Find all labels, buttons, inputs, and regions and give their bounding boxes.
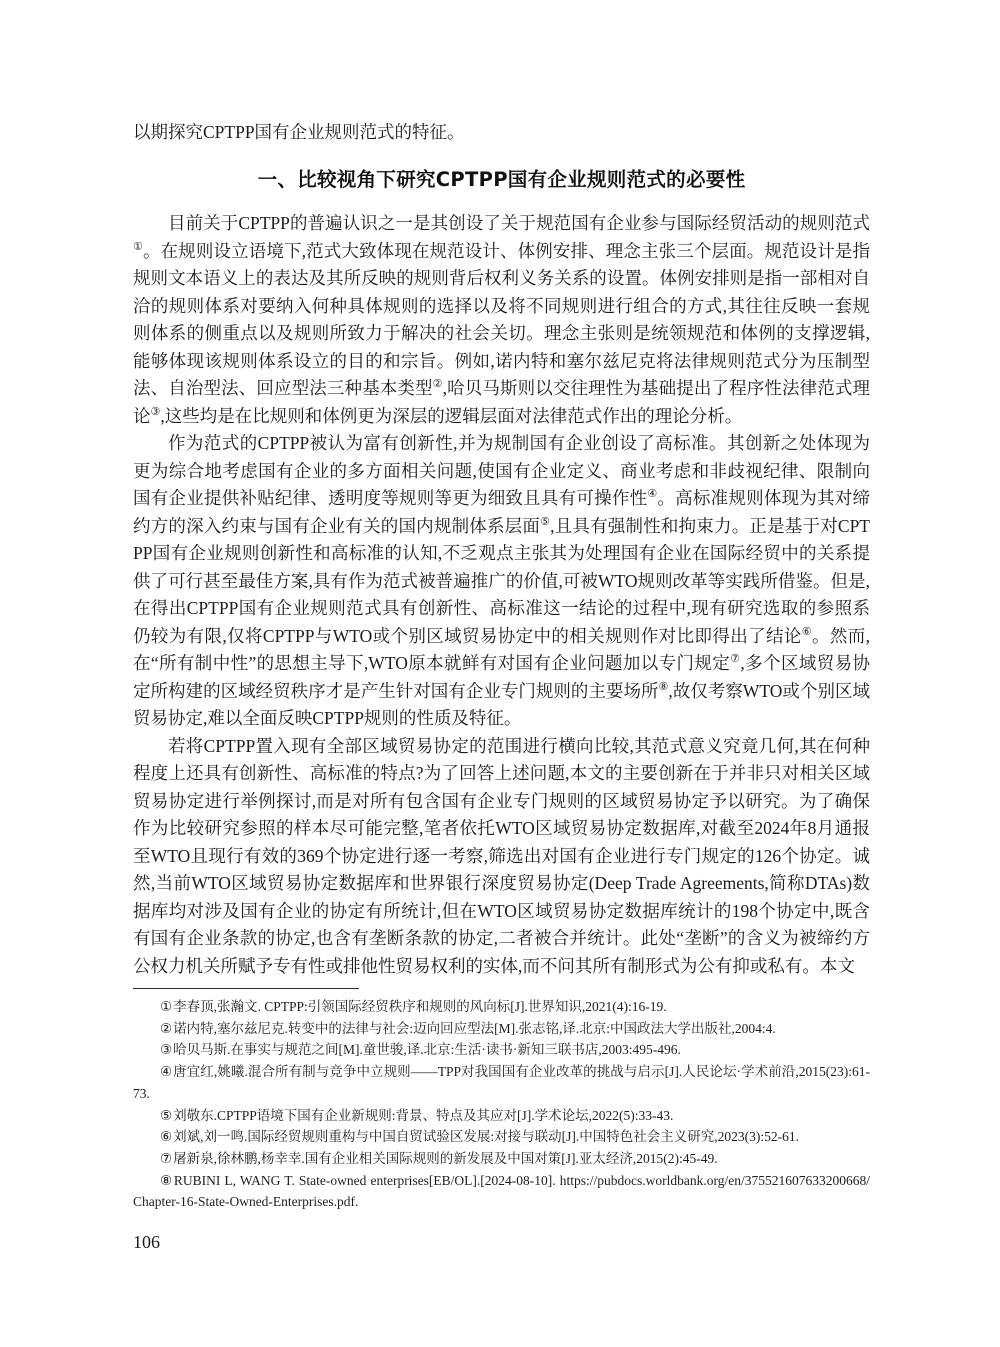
footnote-ref: ⑦ <box>730 653 741 666</box>
footnote-item <box>133 1061 870 1104</box>
text-run: 目前关于CPTPP的普遍认识之一是其创设了关于规范国有企业参与国际经贸活动的规则范式 <box>168 213 870 233</box>
footnote-item <box>133 1039 870 1061</box>
text-run: 。高标准规则体现为其对缔约方的深入约束与国有企业有关的国内规制体系层面 <box>133 488 871 536</box>
text-run: ,哈贝马斯则以交往理性为基础提出了程序性法律范式理论 <box>133 378 870 426</box>
text-run: ,且具有强制性和拘束力。正是基于对CPTPP国有企业规则创新性和高标准的认知,不乏观点主张其为处理国有企业在国际经贸中的关系提供了可行甚至最佳方案,具有作为范式被普遍推广的价值,可被WTO规则改革等实践所借鉴。但是,在得出CPTPP国有企业规则范式具有创新性、高标准这一结论的过程中,现有研究选取的参照系仍较为有限,仅将CPTPP与WTO或个别区域贸易协定中的相关规则作对比即得出了结论 <box>133 515 870 646</box>
footnote-marker: ④ <box>160 1064 173 1080</box>
footnote-item <box>133 996 870 1018</box>
page-number: 106 <box>133 1232 160 1252</box>
footnote-ref: ⑤ <box>540 515 551 528</box>
footnotes-section <box>133 996 870 1213</box>
body-paragraph <box>133 210 870 430</box>
footnote-text: RUBINI L, WANG T. State-owned enterprises[EB/OL].[2024-08-10]. https://pubdocs.worldbank.org/en/375521607633200668/Chapter-16-State-Owned-Enterprises.pdf. <box>133 1172 870 1210</box>
footnote-divider <box>133 988 359 989</box>
text-run: 若将CPTPP置入现有全部区域贸易协定的范围进行横向比较,其范式意义究竟几何,其在何种程度上还具有创新性、高标准的特点?为了回答上述问题,本文的主要创新在于并非只对相关区域贸易协定进行举例探讨,而是对所有包含国有企业专门规则的区域贸易协定予以研究。为了确保作为比较研究参照的样本尽可能完整,笔者依托WTO区域贸易协定数据库,对截至2024年8月通报至WTO且现行有效的369个协定进行逐一考察,筛选出对国有企业进行专门规定的126个协定。诚然,当前WTO区域贸易协定数据库和世界银行深度贸易协定(Deep Trade Agreements,简称DTAs)数据库均对涉及国有企业的协定有所统计,但在WTO区域贸易协定数据库统计的198个协定中,既含有国有企业条款的协定,也含有垄断条款的协定,二者被合并统计。此处“垄断”的含义为被缔约方公权力机关所赋予专有性或排他性贸易权利的实体,而不问其所有制形式为公有抑或私有。本文 <box>133 735 870 976</box>
text-run: 。在规则设立语境下,范式大致体现在规范设计、体例安排、理念主张三个层面。规范设计是指规则文本语义上的表达及其所反映的规则背后权利义务关系的设置。体例安排则是指一部相对自洽的规则体系对要纳入何种具体规则的选择以及将不同规则进行组合的方式,其往往反映一套规则体系的侧重点以及规则所致力于解决的社会关切。理念主张则是统领规范和体例的支撑逻辑,能够体现该规则体系设立的目的和宗旨。例如,诺内特和塞尔兹尼克将法律规则范式分为压制型法、自治型法、回应型法三种基本类型 <box>133 240 870 398</box>
footnote-ref: ④ <box>647 488 658 501</box>
footnote-ref: ⑧ <box>658 680 669 693</box>
footnote-item <box>133 1148 870 1170</box>
footnote-ref: ③ <box>150 405 161 418</box>
footnote-item <box>133 1105 870 1127</box>
footnote-marker: ⑤ <box>160 1107 173 1123</box>
footnote-item <box>133 1170 870 1213</box>
footnote-text: 哈贝马斯.在事实与规范之间[M].童世骏,译.北京:生活·读书·新知三联书店,2003:495-496. <box>173 1042 681 1058</box>
footnote-marker: ② <box>160 1020 173 1036</box>
text-run: ,故仅考察WTO或个别区域贸易协定,难以全面反映CPTPP规则的性质及特征。 <box>133 680 871 728</box>
footnote-marker: ① <box>160 999 173 1014</box>
body-paragraphs <box>133 210 870 980</box>
footnote-marker: ⑥ <box>160 1129 173 1145</box>
footnote-text: 李春顶,张瀚文. CPTPP:引领国际经贸秩序和规则的风向标[J].世界知识,2021(4):16-19. <box>173 999 667 1014</box>
footnote-ref: ① <box>133 240 143 253</box>
footnote-text: 屠新泉,徐林鹏,杨幸幸.国有企业相关国际规则的新发展及中国对策[J].亚太经济,2015(2):45-49. <box>173 1150 718 1166</box>
footnote-marker: ③ <box>160 1042 173 1058</box>
body-continuation-line: 以期探究CPTPP国有企业规则范式的特征。 <box>133 122 465 142</box>
text-run: 作为范式的CPTPP被认为富有创新性,并为规制国有企业创设了高标准。其创新之处体现为更为综合地考虑国有企业的多方面相关问题,使国有企业定义、商业考虑和非歧视纪律、限制向国有企业提供补贴纪律、透明度等规则等更为细致且具有可操作性 <box>133 433 870 508</box>
footnote-text: 刘斌,刘一鸣.国际经贸规则重构与中国自贸试验区发展:对接与联动[J].中国特色社会主义研究,2023(3):52-61. <box>173 1129 799 1145</box>
footnote-text: 唐宜红,姚曦.混合所有制与竞争中立规则——TPP对我国国有企业改革的挑战与启示[J].人民论坛·学术前沿,2015(23):61-73. <box>133 1064 870 1101</box>
section-heading: 一、比较视角下研究CPTPP国有企业规则范式的必要性 <box>257 168 746 191</box>
footnote-marker: ⑦ <box>160 1150 173 1166</box>
footnote-text: 诺内特,塞尔兹尼克.转变中的法律与社会:迈向回应型法[M].张志铭,译.北京:中国政法大学出版社,2004:4. <box>173 1020 776 1036</box>
text-run: 。然而,在“所有制中性”的思想主导下,WTO原本就鲜有对国有企业问题加以专门规定 <box>133 625 870 673</box>
body-paragraph <box>133 430 870 733</box>
footnote-text: 刘敬东.CPTPP语境下国有企业新规则:背景、特点及其应对[J].学术论坛,2022(5):33-43. <box>173 1107 674 1123</box>
footnote-marker: ⑧ <box>160 1172 173 1188</box>
footnote-item <box>133 1018 870 1040</box>
footnote-ref: ② <box>432 378 443 391</box>
footnote-item <box>133 1126 870 1148</box>
text-run: ,这些均是在比规则和体例更为深层的逻辑层面对法律范式作出的理论分析。 <box>160 405 743 426</box>
footnote-ref: ⑥ <box>801 625 812 638</box>
body-paragraph <box>133 733 870 981</box>
text-run: ,多个区域贸易协定所构建的区域经贸秩序才是产生针对国有企业专门规则的主要场所 <box>133 653 870 701</box>
